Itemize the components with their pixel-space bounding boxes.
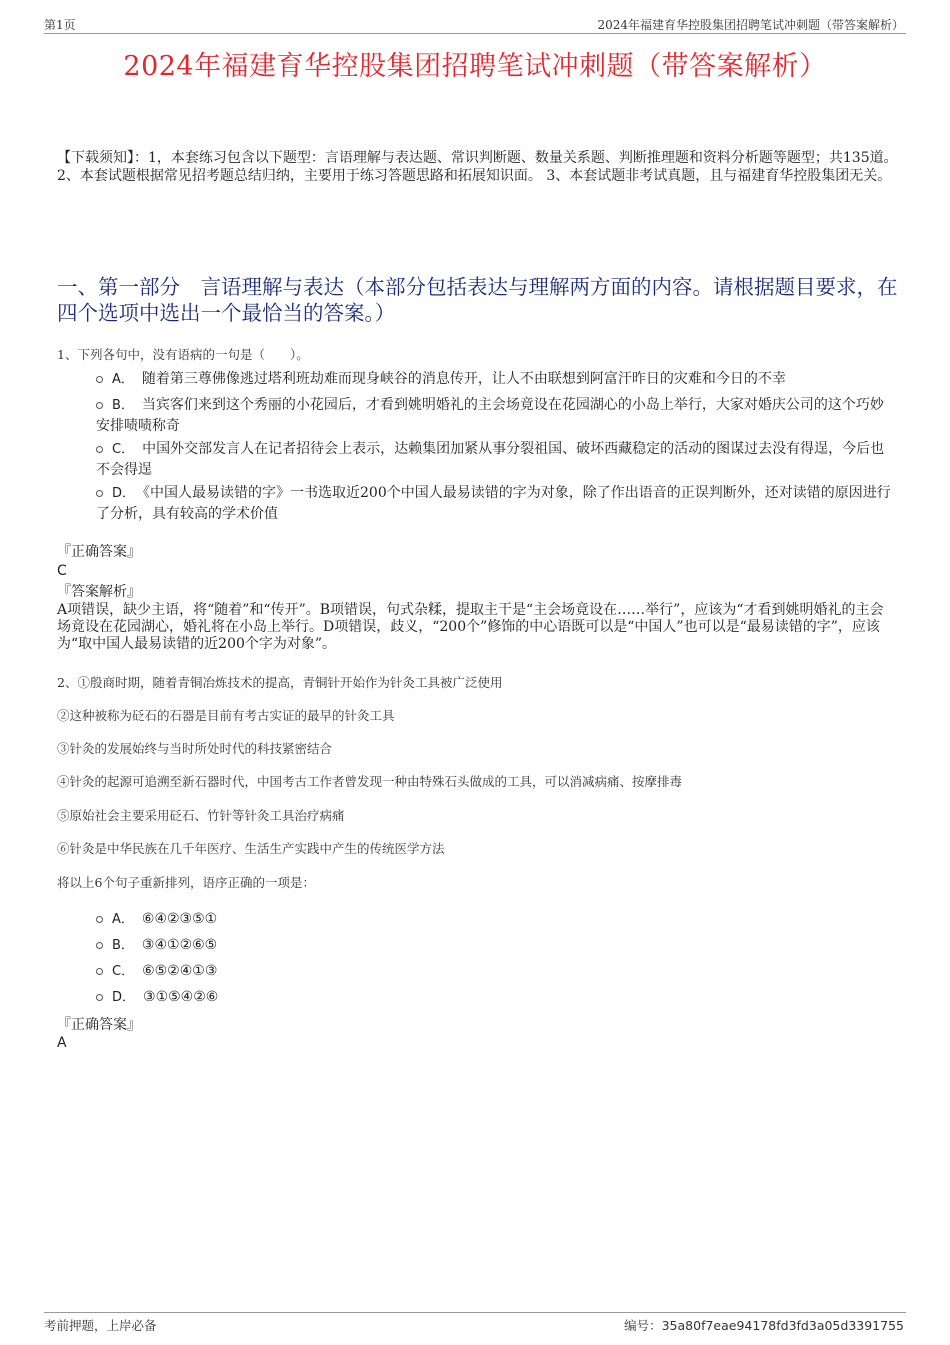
question-2-prompt: 将以上6个句子重新排列，语序正确的一项是： [57, 875, 315, 890]
q2-option-c[interactable] [96, 961, 896, 982]
correct-answer-value: C [57, 563, 67, 579]
option-text: ③④①②⑥⑤ [141, 937, 218, 953]
analysis-text: A项错误，缺少主语，将“随着”和“传开”。B项错误，句式杂糅，提取主干是“主会场竟设在……举行”，应该为“才看到姚明婚礼的主会场竟设在花园湖心，婚礼将在小岛上举行。D项错误，歧义，“200个”修饰的中心语既可以是“中国人”也可以是“最易读错的字”，应该为“取中国人最易读错的近200个字为对象”。 [57, 602, 884, 652]
option-letter: B． [112, 398, 134, 413]
footer-code-label: 编号： [624, 1318, 662, 1333]
footer-slogan: 考前押题，上岸必备 [44, 1318, 157, 1333]
page-header [44, 14, 906, 34]
q2-option-b[interactable] [96, 935, 896, 956]
option-text: 中国外交部发言人在记者招待会上表示，达赖集团加紧从事分裂祖国、破坏西藏稳定的活动的图谋过去没有得逞，今后也不会得逞 [96, 441, 885, 478]
radio-icon[interactable] [96, 376, 103, 383]
radio-icon[interactable] [96, 490, 103, 497]
page-number: 第1页 [44, 18, 76, 32]
q2-option-d[interactable] [96, 987, 896, 1008]
question-2-sentence-5: ⑤原始社会主要采用砭石、竹针等针灸工具治疗病痛 [57, 808, 345, 823]
radio-icon[interactable] [96, 942, 103, 949]
option-letter: D． [112, 990, 136, 1005]
option-text: 当宾客们来到这个秀丽的小花园后，才看到姚明婚礼的主会场竟设在花园湖心的小岛上举行，大家对婚庆公司的这个巧妙安排啧啧称奇 [96, 397, 884, 434]
option-letter: B． [112, 938, 134, 953]
radio-icon[interactable] [96, 402, 103, 409]
option-text: 《中国人最易读错的字》一书选取近200个中国人最易读错的字为对象，除了作出语音的正误判断外，还对读错的原因进行了分析，具有较高的学术价值 [96, 485, 891, 522]
option-text: ⑥⑤②④①③ [142, 963, 218, 979]
question-2-sentence-3: ③针灸的发展始终与当时所处时代的科技紧密结合 [57, 741, 333, 756]
correct-answer-value: A [57, 1035, 67, 1051]
option-text: ⑥④②③⑤① [141, 911, 218, 927]
radio-icon[interactable] [96, 994, 103, 1001]
q1-option-b[interactable] [96, 395, 896, 436]
question-2-sentence-4: ④针灸的起源可追溯至新石器时代，中国考古工作者曾发现一种由特殊石头做成的工具，可以消减病痛、按摩排毒 [57, 774, 683, 789]
document-title: 2024年福建育华控股集团招聘笔试冲刺题（带答案解析） [123, 51, 827, 82]
question-2-sentence-2: ②这种被称为砭石的石器是目前有考古实证的最早的针灸工具 [57, 708, 395, 723]
analysis-label: 『答案解析』 [57, 584, 141, 600]
section-heading: 一、第一部分 言语理解与表达（本部分包括表达与理解两方面的内容。请根据题目要求，在四个选项中选出一个最恰当的答案。） [57, 275, 898, 325]
radio-icon[interactable] [96, 446, 103, 453]
question-2-sentence-6: ⑥针灸是中华民族在几千年医疗、生活生产实践中产生的传统医学方法 [57, 841, 445, 856]
option-letter: C． [112, 442, 135, 457]
option-letter: A． [112, 372, 134, 387]
question-2-sentence-1: 2、①殷商时期，随着青铜冶炼技术的提高，青铜针开始作为针灸工具被广泛使用 [57, 675, 503, 690]
radio-icon[interactable] [96, 916, 103, 923]
correct-answer-label: 『正确答案』 [57, 1017, 141, 1033]
option-letter: A． [112, 912, 134, 927]
q1-option-c[interactable] [96, 439, 896, 480]
q1-option-a[interactable] [96, 369, 896, 390]
download-notice: 【下载须知】：1，本套练习包含以下题型：言语理解与表达题、常识判断题、数量关系题、判断推理题和资料分析题等题型；共135道。 2、本套试题根据常见招考题总结归纳，主要用于练习答题思路和拓展知识面。 3、本套试题非考试真题，且与福建育华控股集团无关。 [57, 150, 898, 184]
correct-answer-label: 『正确答案』 [57, 544, 141, 560]
question-1-stem: 1、下列各句中，没有语病的一句是（ ）。 [57, 347, 309, 362]
option-text: ③①⑤④②⑥ [143, 989, 219, 1005]
option-letter: D． [112, 486, 136, 501]
footer-code [624, 1316, 904, 1334]
q1-option-d[interactable] [96, 483, 896, 524]
option-letter: C． [112, 964, 135, 979]
option-text: 随着第三尊佛像逃过塔利班劫难而现身峡谷的消息传开，让人不由联想到阿富汗昨日的灾难和今日的不幸 [141, 371, 786, 387]
radio-icon[interactable] [96, 968, 103, 975]
q2-option-a[interactable] [96, 909, 896, 930]
footer-code-value: 35a80f7eae94178fd3fd3a05d3391755 [661, 1318, 904, 1333]
page-footer [44, 1312, 906, 1337]
header-title: 2024年福建育华控股集团招聘笔试冲刺题（带答案解析） [597, 18, 904, 32]
